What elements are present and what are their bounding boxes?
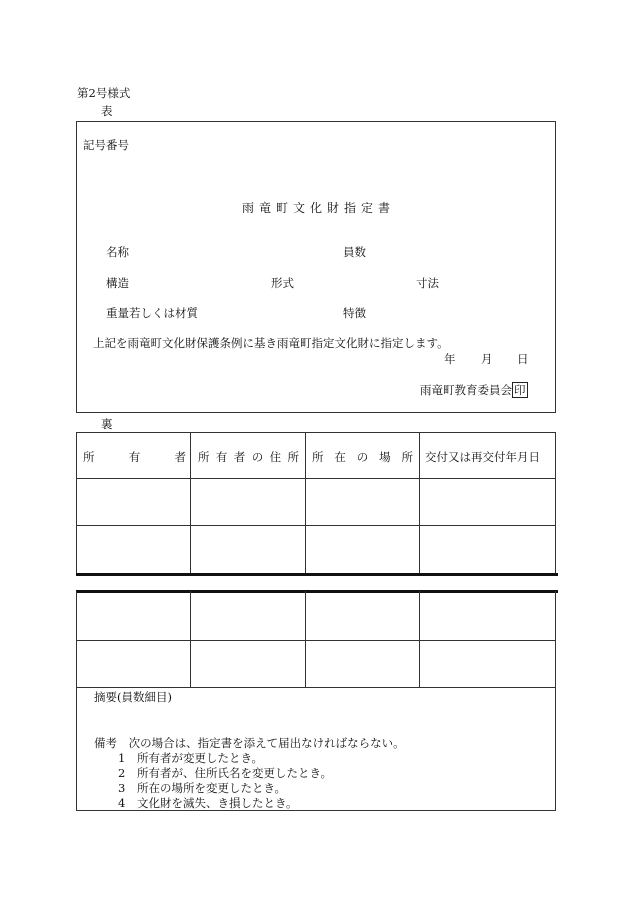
issuer-name: 雨竜町教育委員会 bbox=[420, 383, 512, 397]
remark-text: 所有者が変更したとき。 bbox=[136, 751, 264, 765]
remark-item bbox=[118, 780, 286, 796]
remark-number: 3 bbox=[118, 781, 126, 795]
remark-item bbox=[118, 795, 298, 811]
column-divider bbox=[190, 432, 191, 574]
column-header-location: 所在の場所 bbox=[312, 450, 413, 464]
date-year-label: 年 bbox=[444, 352, 456, 366]
date-month-label: 月 bbox=[481, 352, 493, 366]
remarks-intro: 次の場合は、指定書を添えて届出なければならない。 bbox=[128, 736, 405, 750]
designation-statement: 上記を雨竜町文化財保護条例に基き雨竜町指定文化財に指定します。 bbox=[93, 336, 449, 350]
column-divider bbox=[419, 432, 420, 574]
remark-number: 4 bbox=[118, 796, 126, 810]
field-weight-material-label: 重量若しくは材質 bbox=[106, 306, 198, 320]
row-divider bbox=[76, 640, 556, 641]
field-form-label: 形式 bbox=[271, 276, 294, 290]
row-divider bbox=[76, 478, 556, 479]
front-side-label: 表 bbox=[101, 104, 113, 118]
remark-item bbox=[118, 765, 332, 781]
remark-number: 2 bbox=[118, 766, 126, 780]
remarks bbox=[94, 735, 405, 751]
field-dimensions-label: 寸法 bbox=[416, 276, 439, 290]
form-label: 第2号様式 bbox=[77, 86, 131, 100]
seal-mark: 印 bbox=[514, 383, 526, 397]
field-name-label: 名称 bbox=[106, 245, 129, 259]
field-structure-label: 構造 bbox=[106, 276, 129, 290]
certificate-title: 雨竜町文化財指定書 bbox=[242, 201, 396, 215]
remark-text: 所在の場所を変更したとき。 bbox=[136, 781, 287, 795]
remark-text: 所有者が、住所氏名を変更したとき。 bbox=[136, 766, 333, 780]
date-day-label: 日 bbox=[517, 352, 529, 366]
issuer bbox=[420, 382, 528, 398]
column-header-issue-date: 交付又は再交付年月日 bbox=[425, 450, 540, 464]
field-features-label: 特徴 bbox=[343, 306, 366, 320]
table-break-line bbox=[76, 573, 558, 576]
certificate-front bbox=[76, 121, 556, 413]
remark-number: 1 bbox=[118, 751, 126, 765]
summary-label: 摘要(員数細目) bbox=[94, 690, 172, 704]
record-number-label: 記号番号 bbox=[83, 138, 129, 152]
column-divider bbox=[305, 432, 306, 574]
column-header-owner: 所有者 bbox=[83, 450, 186, 464]
row-divider bbox=[76, 525, 556, 526]
back-side-label: 裏 bbox=[101, 417, 113, 431]
remark-item bbox=[118, 750, 263, 766]
field-count-label: 員数 bbox=[343, 245, 366, 259]
remark-text: 文化財を滅失、き損したとき。 bbox=[136, 796, 298, 810]
remarks-label: 備考 bbox=[94, 736, 117, 750]
column-header-owner-address: 所有者の住所 bbox=[198, 450, 299, 464]
